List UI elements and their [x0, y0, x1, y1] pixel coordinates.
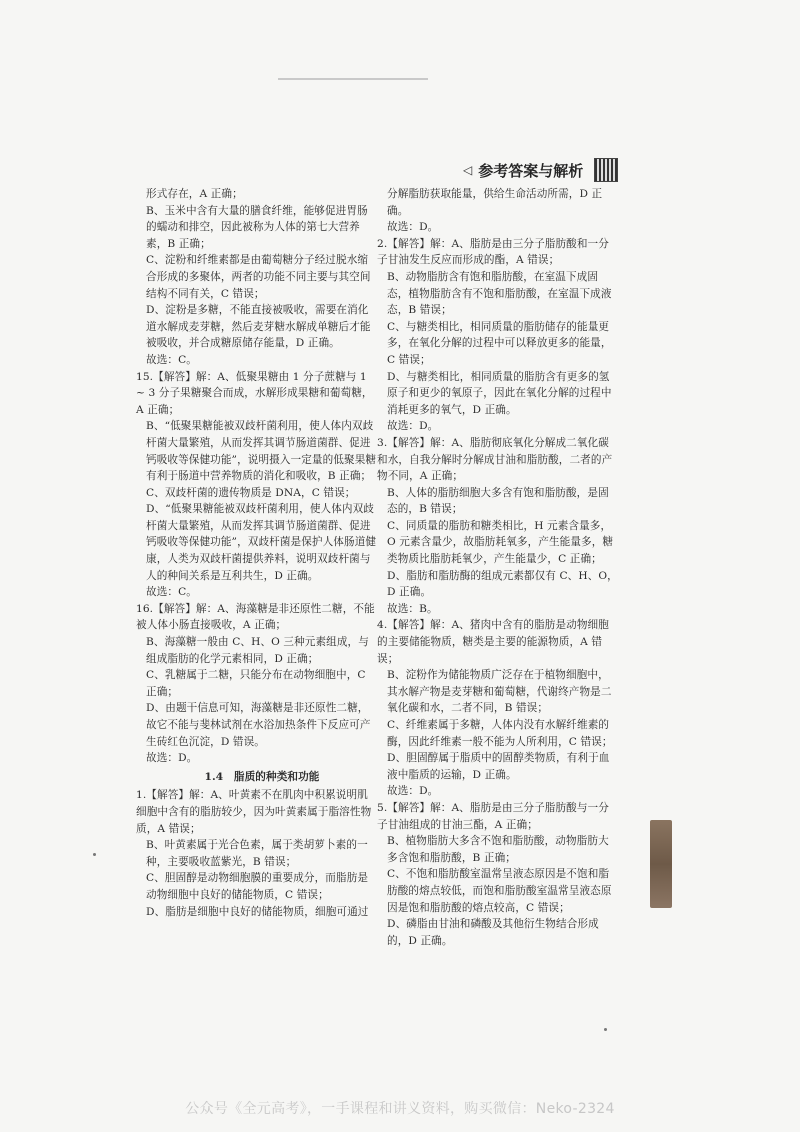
paragraph: 2.【解答】解：A、脂肪是由三分子脂肪酸和一分子甘油发生反应而形成的酯，A 错误；	[377, 237, 609, 267]
paragraph: B、动物脂肪含有饱和脂肪酸，在室温下成固态，植物脂肪含有不饱和脂肪酸，在室温下成液态，B 错误；	[387, 270, 612, 317]
paragraph: D、脂肪和脂肪酶的组成元素都仅有 C、H、O，D 正确。	[387, 569, 618, 599]
paragraph: C、与糖类相比，相同质量的脂肪储存的能量更多，在氧化分解的过程中可以释放更多的能量，C 错误；	[387, 320, 612, 366]
paragraph: 分解脂肪获取能量，供给生命活动所需，D 正确。	[387, 188, 603, 217]
paragraph: D、与糖类相比，相同质量的脂肪含有更多的氢原子和更少的氧原子，因此在氧化分解的过程中消耗更多的氧气，D 正确。	[387, 370, 612, 416]
paragraph: B、海藻糖一般由 C、H、O 三种元素组成，与组成脂肪的化学元素相同，D 正确；	[146, 636, 369, 665]
paragraph: C、淀粉和纤维素都是由葡萄糖分子经过脱水缩合形成的多聚体，两者的功能不同主要与其空间结构不同有关，C 错误；	[146, 254, 371, 300]
paragraph: 15.【解答】解：A、低聚果糖由 1 分子蔗糖与 1 ~ 3 分子果糖聚合而成，水解形成果糖和葡萄糖，A 正确；	[136, 370, 373, 416]
paragraph: B、植物脂肪大多含不饱和脂肪酸，动物脂肪大多含饱和脂肪酸，B 正确；	[387, 835, 609, 864]
paragraph: D、胆固醇属于脂质中的固醇类物质，有利于血液中脂质的运输，D 正确。	[387, 752, 610, 781]
paragraph: D、脂肪是细胞中良好的储能物质，细胞可通过	[146, 905, 369, 918]
paragraph: D、由题干信息可知，海藻糖是非还原性二糖，故它不能与斐林试剂在水浴加热条件下反应可产生砖红色沉淀，D 错误。	[146, 702, 371, 748]
paragraph: 3.【解答】解：A、脂肪彻底氧化分解成二氧化碳和水，自我分解时分解成甘油和脂肪酸，二者的产物不同，A 正确；	[377, 436, 613, 483]
paragraph: 5.【解答】解：A、脂肪是由三分子脂肪酸与一分子甘油组成的甘油三酯，A 正确；	[377, 801, 609, 831]
paragraph: 故选：D。	[146, 752, 198, 765]
page-header	[463, 158, 617, 182]
watermark-footer: 公众号《全元高考》，一手课程和讲义资料，购买微信：Neko-2324	[185, 1101, 615, 1117]
paragraph: D、磷脂由甘油和磷酸及其他衍生物结合形成的，D 正确。	[387, 918, 599, 947]
left-column	[136, 186, 378, 920]
paragraph: B、人体的脂肪细胞大多含有饱和脂肪酸，是固态的，B 错误；	[387, 486, 609, 516]
paragraph: B、玉米中含有大量的膳食纤维，能够促进胃肠的蠕动和排空，因此被称为人体的第七大营养素，B 正确；	[146, 204, 368, 250]
paragraph: 故选：C。	[146, 353, 197, 366]
triangle-icon: ◁	[463, 163, 473, 177]
paragraph: 故选：C。	[146, 586, 197, 599]
paragraph: D、“低聚果糖能被双歧杆菌利用，使人体内双歧杆菌大量繁殖，从而发挥其调节肠道菌群、促进钙吸收等保健功能”，双歧杆菌是保护人体肠道健康，人类为双歧杆菌提供养料，说明双歧杆菌与人的种间关系是互利共生，D 正确。	[146, 503, 377, 582]
paragraph: C、双歧杆菌的遗传物质是 DNA，C 错误；	[146, 486, 356, 499]
paragraph: C、胆固醇是动物细胞膜的重要成分，而脂肪是动物细胞中良好的储能物质，C 错误；	[146, 872, 369, 901]
scan-mark	[278, 78, 428, 80]
paragraph: 4.【解答】解：A、猪肉中含有的脂肪是动物细胞的主要储能物质，糖类是主要的能源物质，A 错误；	[377, 619, 609, 665]
paragraph: B、淀粉作为储能物质广泛存在于植物细胞中，其水解产物是麦芽糖和葡萄糖，代谢终产物是二氧化碳和水，二者不同，B 错误；	[387, 669, 612, 715]
paragraph: B、叶黄素属于光合色素，属于类胡萝卜素的一种，主要吸收蓝紫光，B 错误；	[146, 839, 368, 868]
paragraph: 16.【解答】解：A、海藻糖是非还原性二糖，不能被人体小肠直接吸收，A 正确；	[136, 602, 375, 632]
right-column	[377, 186, 619, 949]
paragraph: D、淀粉是多糖，不能直接被吸收，需要在消化道水解成麦芽糖，然后麦芽糖水解成单糖后才能被吸收，并合成糖原储存能量，D 正确。	[146, 304, 371, 350]
section-heading: 1.4 脂质的种类和功能	[204, 770, 320, 783]
paragraph: C、不饱和脂肪酸室温常呈液态原因是不饱和脂肪酸的熔点较低，而饱和脂肪酸室温常呈液态原因是饱和脂肪酸的熔点较高，C 错误；	[387, 868, 612, 914]
paragraph: 1.【解答】解：A、叶黄素不在肌肉中积累说明肌细胞中含有的脂肪较少，因为叶黄素属于脂溶性物质，A 错误；	[136, 789, 372, 835]
paragraph: C、纤维素属于多糖，人体内没有水解纤维素的酶，因此纤维素一般不能为人所利用，C 错误；	[387, 719, 613, 748]
qr-code-icon	[595, 159, 617, 181]
paragraph: 故选：D。	[387, 420, 439, 433]
paragraph: C、乳糖属于二糖，只能分布在动物细胞中，C 正确；	[146, 669, 366, 698]
scan-speck	[93, 853, 96, 856]
header-title: 参考答案与解析	[478, 161, 584, 180]
paragraph: 故选：D。	[387, 221, 439, 234]
paragraph: 形式存在，A 正确；	[146, 188, 243, 200]
paragraph: C、同质量的脂肪和糖类相比，H 元素含量多，O 元素含量少，故脂肪耗氧多，产生能量多，糖类物质比脂肪耗氧少，产生能量少，C 正确；	[387, 519, 614, 566]
edge-tab	[650, 820, 672, 908]
paragraph: 故选：B。	[387, 602, 438, 615]
scan-speck	[604, 1028, 607, 1031]
paragraph: 故选：D。	[387, 785, 439, 798]
paragraph: B、“低聚果糖能被双歧杆菌利用，使人体内双歧杆菌大量繁殖，从而发挥其调节肠道菌群、促进钙吸收等保健功能”，说明摄入一定量的低聚果糖有利于肠道中营养物质的消化和吸收，B 正确；	[146, 420, 377, 483]
